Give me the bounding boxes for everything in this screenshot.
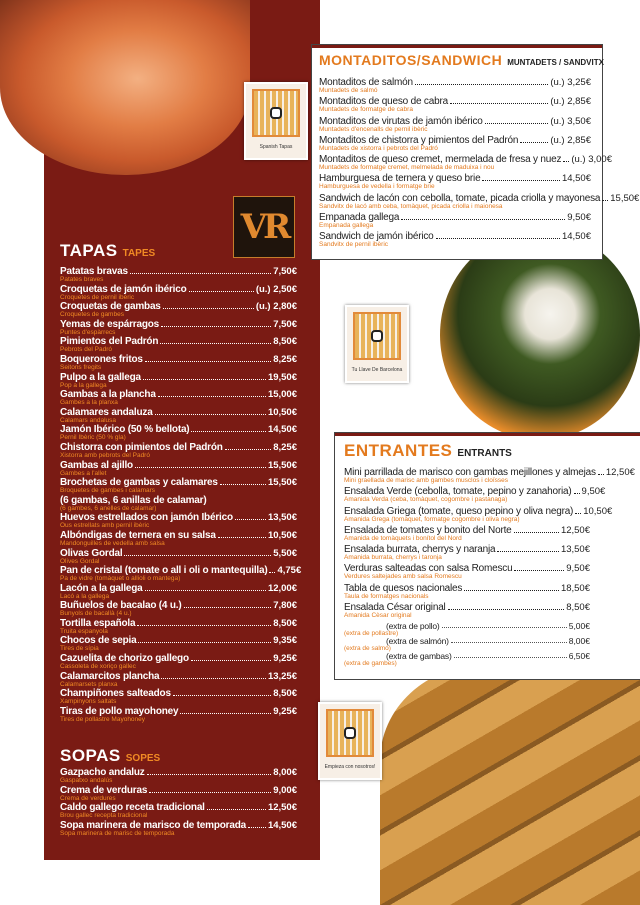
item-translation: Croquetes de pernil ibèric: [60, 293, 135, 301]
extras-list: [344, 621, 590, 666]
menu-item: [60, 266, 297, 284]
menu-item: [60, 372, 297, 390]
item-price: 12,50€: [605, 467, 635, 478]
qr-code-2[interactable]: [345, 305, 409, 383]
tapas-heading: [60, 241, 155, 261]
menu-item: [60, 706, 297, 724]
dot-leader: [415, 84, 548, 85]
item-name: Hamburguesa de ternera y queso brie: [319, 173, 481, 185]
item-price: (u.) 2,80€: [255, 301, 297, 313]
menu-item: [344, 544, 590, 563]
item-price: 9,25€: [273, 705, 297, 717]
item-translation: Broquetes de gambes i calamars: [60, 487, 156, 495]
dot-leader: [191, 431, 266, 432]
item-price: 10,50€: [267, 406, 297, 418]
menu-item: [60, 495, 297, 513]
item-name: Gazpacho andaluz: [60, 767, 145, 778]
item-translation: Amanida Cèsar original: [344, 612, 412, 620]
item-price: 7,50€: [273, 266, 297, 277]
dot-leader: [161, 678, 266, 679]
dot-leader: [145, 361, 272, 362]
entrantes-heading: [344, 441, 512, 461]
item-name: Chocos de sepia: [60, 635, 137, 647]
item-name: Tortilla española: [60, 617, 136, 629]
sopas-heading: [60, 746, 160, 766]
item-price: 14,50€: [267, 424, 297, 436]
item-name: (extra de gambas): [386, 651, 452, 661]
burrata-salad-image: [440, 230, 640, 440]
menu-item: [60, 407, 297, 425]
menu-item: [319, 77, 591, 96]
item-translation: Sandvitx de lacó amb ceba, tomàquet, picada criolla i maionesa: [319, 202, 503, 210]
item-translation: Pernil Ibèric (50 % gla): [60, 434, 126, 442]
item-name: Buñuelos de bacalao (4 u.): [60, 600, 182, 612]
item-name: Albóndigas de ternera en su salsa: [60, 529, 216, 541]
dot-leader: [451, 642, 567, 643]
dot-leader: [248, 827, 266, 828]
item-price: 7,50€: [273, 318, 297, 330]
item-translation: Calamars andalusa: [60, 416, 117, 424]
instagram-icon: [270, 107, 282, 119]
dot-leader: [218, 537, 266, 538]
dot-leader: [448, 609, 565, 610]
item-name: Calamarcitos plancha: [60, 670, 160, 682]
item-translation: (extra de gambes): [344, 660, 397, 667]
item-price: (u.) 3,50€: [550, 115, 591, 127]
item-price: 14,50€: [561, 231, 591, 243]
menu-item: [344, 505, 613, 525]
item-price: 9,25€: [273, 653, 297, 665]
item-translation: Puntes d'espàrrecs: [60, 328, 116, 336]
item-translation: Bunyols de bacallà (4 u.): [60, 610, 132, 618]
item-price: 10,50€: [267, 529, 297, 541]
item-name: Gambas a la plancha: [60, 389, 156, 401]
menu-item: [60, 671, 297, 689]
item-price: 8,25€: [273, 441, 297, 453]
item-name: Ensalada burrata, cherrys y naranja: [344, 544, 496, 556]
item-price: 10,50€: [583, 505, 613, 517]
item-price: 9,50€: [566, 563, 590, 575]
item-translation: Muntadets de xistorra i pebrots del Padró: [319, 144, 438, 152]
dot-leader: [497, 551, 559, 552]
item-translation: Muntadets de formatge cremet, melmelada de maduixa i nou: [319, 164, 495, 172]
dot-leader: [436, 238, 560, 239]
item-price: 8,50€: [273, 688, 297, 700]
menu-item: [60, 512, 297, 530]
menu-item: [319, 116, 591, 135]
dot-leader: [482, 180, 560, 181]
sopas-title: SOPAS: [60, 746, 121, 765]
item-name: Mini parrillada de marisco con gambas mejillones y almejas: [344, 467, 596, 478]
menu-item: [60, 460, 297, 478]
menu-item: [60, 618, 297, 636]
menu-item: [344, 525, 590, 544]
menu-item: [344, 583, 590, 602]
item-price: (u.) 3,00€: [571, 154, 612, 166]
item-name: Sandwich de jamón ibérico: [319, 231, 434, 243]
menu-item: [319, 173, 591, 192]
dot-leader: [269, 572, 275, 573]
dot-leader: [450, 103, 548, 104]
item-price: 14,50€: [561, 173, 591, 185]
menu-item: [60, 600, 297, 618]
item-price: 14,50€: [267, 819, 297, 831]
item-name: Gambas al ajillo: [60, 459, 133, 471]
item-translation: (extra de salmó): [344, 645, 391, 652]
montaditos-subtitle: MUNTADETS / SANDVITX: [507, 58, 604, 67]
item-translation: Crema de verdures: [60, 794, 116, 802]
instagram-icon: [371, 330, 383, 342]
item-name: Olivas Gordal: [60, 547, 123, 559]
item-name: Brochetas de gambas y calamares: [60, 477, 218, 489]
menu-item: [60, 802, 297, 820]
item-name: Crema de verduras: [60, 784, 148, 796]
dot-leader: [454, 657, 567, 658]
menu-item: [319, 212, 591, 231]
item-price: 9,00€: [273, 784, 297, 796]
menu-item: [60, 319, 297, 337]
menu-item: [60, 389, 297, 407]
dot-leader: [401, 219, 565, 220]
item-price: (u.) 2,85€: [550, 96, 591, 108]
item-price: 15,50€: [267, 477, 297, 489]
dot-leader: [485, 123, 549, 124]
item-name: Ensalada Griega (tomate, queso pepino y oliva negra): [344, 505, 574, 517]
item-price: 8,50€: [273, 336, 297, 348]
item-name: Lacón a la gallega: [60, 582, 143, 594]
item-name: Verduras salteadas con salsa Romescu: [344, 563, 513, 575]
dot-leader: [143, 379, 266, 380]
item-translation: Ous estrellats amb pernil ibèric: [60, 522, 150, 530]
item-price: 15,50€: [610, 192, 640, 204]
montaditos-list: [319, 77, 640, 251]
menu-item: [60, 548, 297, 566]
item-price: (u.) 3,25€: [550, 77, 591, 88]
item-translation: Amanida de tomàquets i bonítol del Nord: [344, 534, 462, 542]
qr-caption-2: Tu Llave De Barcelona: [351, 367, 403, 373]
menu-item: [344, 602, 590, 621]
dot-leader: [514, 570, 564, 571]
menu-item: [60, 336, 297, 354]
menu-item: [60, 424, 297, 442]
item-translation: Xampinyons saltats: [60, 698, 117, 706]
item-translation: (extra de pollastre): [344, 630, 399, 637]
item-name: Sopa marinera de marisco de temporada: [60, 819, 247, 831]
item-price: 7,80€: [273, 600, 297, 612]
dot-leader: [514, 532, 559, 533]
tapas-subtitle: TAPES: [122, 248, 156, 259]
item-price: (u.) 2,85€: [550, 134, 591, 146]
item-price: 5,00€: [568, 621, 590, 631]
montaditos-heading: [319, 52, 604, 70]
menu-item: [344, 621, 590, 636]
item-price: 8,25€: [273, 353, 297, 365]
item-name: Tiras de pollo mayohoney: [60, 705, 179, 717]
item-translation: Muntadets d'encenalls de pernil ibèric: [319, 125, 428, 133]
item-translation: Muntadets de formatge de cabra: [319, 106, 413, 114]
item-translation: Amanida burrata, cherrys i taronja: [344, 554, 442, 562]
item-name: Ensalada Verde (cebolla, tomate, pepino y zanahoria): [344, 486, 572, 498]
item-name: (extra de pollo): [386, 621, 440, 631]
item-translation: Sopa marinera de marisc de temporada: [60, 829, 175, 837]
dot-leader: [138, 642, 271, 643]
menu-item: [60, 301, 297, 319]
item-price: 12,50€: [560, 524, 590, 536]
item-translation: Amanida Verda (ceba, tomàquet, cogombre i pastanaga): [344, 496, 508, 504]
item-name: Ensalada de tomates y bonito del Norte: [344, 524, 512, 536]
item-price: 15,50€: [267, 459, 297, 471]
menu-item: [344, 563, 590, 582]
entrantes-list: [344, 467, 635, 621]
item-translation: Pebrots del Padró: [60, 346, 113, 354]
item-price: 8,50€: [273, 617, 297, 629]
item-translation: Brou gallec recepta tradicional: [60, 812, 148, 820]
item-price: 15,00€: [267, 389, 297, 401]
item-translation: Gambes a l'allet: [60, 469, 107, 477]
item-price: (u.) 2,50€: [255, 283, 297, 295]
dot-leader: [574, 493, 580, 494]
dot-leader: [464, 590, 559, 591]
sopas-subtitle: SOPES: [125, 753, 161, 764]
tapas-title: TAPAS: [60, 241, 118, 260]
dot-leader: [220, 484, 266, 485]
menu-item: [60, 477, 297, 495]
item-name: Huevos estrellados con jamón Ibérico: [60, 512, 233, 524]
menu-item: [319, 96, 591, 115]
item-name: Montaditos de virutas de jamón ibérico: [319, 115, 483, 127]
item-name: Empanada gallega: [319, 212, 400, 224]
dot-leader: [163, 308, 254, 309]
menu-item: [60, 820, 297, 838]
item-price: 6,50€: [568, 651, 590, 661]
dot-leader: [147, 774, 272, 775]
item-translation: (6 gambes, 6 anelles de calamar): [60, 504, 157, 512]
menu-item: [319, 231, 591, 250]
item-name: (extra de salmón): [386, 636, 449, 646]
menu-item: [344, 486, 606, 505]
dot-leader: [130, 273, 271, 274]
item-name: Sandwich de lacón con cebolla, tomate, picada criolla y mayonesa: [319, 192, 601, 204]
menu-item: [60, 635, 297, 653]
qr-caption-1: Spanish Tapas: [259, 144, 293, 150]
item-price: 8,00€: [568, 636, 590, 646]
item-price: 4,75€: [277, 565, 302, 577]
dot-leader: [149, 792, 271, 793]
menu-item: [60, 442, 297, 460]
item-name: Calamares andaluza: [60, 406, 153, 418]
item-price: 9,35€: [273, 635, 297, 647]
item-translation: Xistorra amb pebrots del Padró: [60, 451, 150, 459]
item-translation: Croquetes de gambes: [60, 311, 124, 319]
dot-leader: [124, 555, 271, 556]
menu-item: [60, 530, 297, 548]
item-name: Montaditos de chistorra y pimientos del Padrón: [319, 134, 519, 146]
item-translation: Olives Gordal: [60, 557, 100, 565]
item-price: 9,50€: [567, 212, 591, 224]
menu-item: [60, 284, 297, 302]
menu-item: [319, 154, 612, 173]
dot-leader: [225, 449, 272, 450]
item-name: (6 gambas, 6 anillas de calamar): [60, 494, 207, 506]
dot-leader: [563, 161, 569, 162]
sopas-list: [60, 767, 297, 837]
tapas-list: [60, 266, 302, 723]
item-translation: Sandvitx de pernil ibèric: [319, 241, 389, 249]
dot-leader: [191, 660, 271, 661]
croquettes-image: [380, 665, 640, 905]
item-translation: Gaspatxo andalús: [60, 777, 113, 784]
item-name: Montaditos de salmón: [319, 77, 413, 88]
menu-item: [319, 192, 640, 212]
item-translation: Pop a la gallega: [60, 381, 107, 389]
dot-leader: [158, 396, 266, 397]
item-price: 12,00€: [267, 582, 297, 594]
dot-leader: [207, 809, 266, 810]
dot-leader: [598, 474, 604, 475]
dot-leader: [135, 467, 266, 468]
item-price: 9,50€: [581, 486, 606, 498]
menu-item: [60, 653, 297, 671]
item-name: Tabla de quesos nacionales: [344, 582, 463, 594]
dot-leader: [161, 326, 271, 327]
item-translation: Hamburguesa de vedella i formatge brie: [319, 183, 435, 191]
item-name: Croquetas de gambas: [60, 301, 161, 313]
dot-leader: [184, 607, 272, 608]
menu-item: [60, 688, 297, 706]
item-name: Yemas de espárragos: [60, 318, 160, 330]
item-name: Croquetas de jamón ibérico: [60, 283, 187, 295]
entrantes-subtitle: ENTRANTS: [457, 448, 512, 459]
menu-item: [344, 467, 635, 486]
item-translation: Patates braves: [60, 276, 104, 283]
item-price: 13,50€: [267, 512, 297, 524]
dot-leader: [145, 590, 266, 591]
menu-item: [60, 767, 297, 785]
item-translation: Mandonguilles de vedella amb salsa: [60, 539, 165, 547]
item-price: 13,25€: [267, 670, 297, 682]
montaditos-title: MONTADITOS/SANDWICH: [319, 52, 503, 68]
item-name: Pimientos del Padrón: [60, 336, 159, 348]
item-name: Cazuelita de chorizo gallego: [60, 653, 189, 665]
shrimp-dish-image: [0, 0, 250, 175]
item-name: Montaditos de queso cremet, mermelada de fresa y nuez: [319, 154, 562, 166]
qr-code-1[interactable]: [244, 82, 308, 160]
item-name: Pan de cristal (tomate o all i oli o mantequilla): [60, 565, 268, 577]
dot-leader: [442, 627, 567, 628]
item-translation: Amanida Grega (tomàquet, formatge cogombre i oliva negra): [344, 515, 520, 523]
item-name: Pulpo a la gallega: [60, 371, 141, 383]
dot-leader: [189, 291, 254, 292]
item-name: Caldo gallego receta tradicional: [60, 802, 205, 814]
item-name: Patatas bravas: [60, 266, 128, 277]
menu-item: [344, 636, 590, 651]
item-name: Boquerones fritos: [60, 353, 143, 365]
item-translation: Muntadets de salmó: [319, 87, 378, 94]
dot-leader: [602, 200, 608, 201]
qr-code-3[interactable]: [318, 702, 382, 780]
item-name: Montaditos de queso de cabra: [319, 96, 448, 108]
item-name: Chistorra con pimientos del Padrón: [60, 441, 223, 453]
item-translation: Truita espanyola: [60, 627, 108, 635]
item-price: 19,50€: [267, 371, 297, 383]
item-translation: Gambes a la planxa: [60, 399, 118, 407]
dot-leader: [137, 625, 271, 626]
item-price: 8,00€: [273, 767, 297, 778]
item-price: 18,50€: [560, 582, 590, 594]
item-name: Ensalada César original: [344, 602, 446, 614]
item-translation: Empanada gallega: [319, 222, 374, 230]
instagram-icon: [344, 727, 356, 739]
item-price: 5,50€: [273, 547, 297, 559]
item-translation: Lacó a la gallega: [60, 592, 110, 600]
menu-item: [60, 583, 297, 601]
item-translation: Verdures saltejades amb salsa Romescu: [344, 573, 462, 581]
item-price: 13,50€: [560, 544, 590, 556]
item-translation: Calamarsets planxa: [60, 680, 118, 688]
menu-item: [344, 651, 590, 666]
dot-leader: [520, 142, 548, 143]
item-translation: Tires de pollastre Mayohoney: [60, 715, 146, 723]
item-translation: Taula de formatges nacionals: [344, 592, 429, 600]
menu-item: [60, 565, 302, 583]
qr-caption-3: Empieza con nosotros!: [324, 764, 376, 770]
item-price: 8,50€: [566, 602, 590, 614]
entrantes-title: ENTRANTES: [344, 441, 453, 460]
item-translation: Tires de sípia: [60, 645, 99, 653]
menu-item: [60, 785, 297, 803]
item-translation: Seitons fregits: [60, 363, 102, 371]
item-name: Champiñones salteados: [60, 688, 171, 700]
item-price: 12,50€: [267, 802, 297, 814]
restaurant-logo: VR: [233, 196, 295, 258]
dot-leader: [180, 713, 271, 714]
item-translation: Cassoleta de xoriço gallec: [60, 663, 136, 671]
dot-leader: [155, 414, 266, 415]
dot-leader: [575, 513, 581, 514]
menu-item: [319, 135, 591, 154]
item-translation: Mini graellada de marisc amb gambes musclos i cloïsses: [344, 477, 509, 484]
item-name: Jamón Ibérico (50 % bellota): [60, 424, 190, 436]
item-translation: Pa de vidre (tomàquet o allioli o mantega): [60, 575, 181, 583]
dot-leader: [173, 695, 271, 696]
dot-leader: [160, 343, 271, 344]
dot-leader: [235, 519, 266, 520]
menu-item: [60, 354, 297, 372]
